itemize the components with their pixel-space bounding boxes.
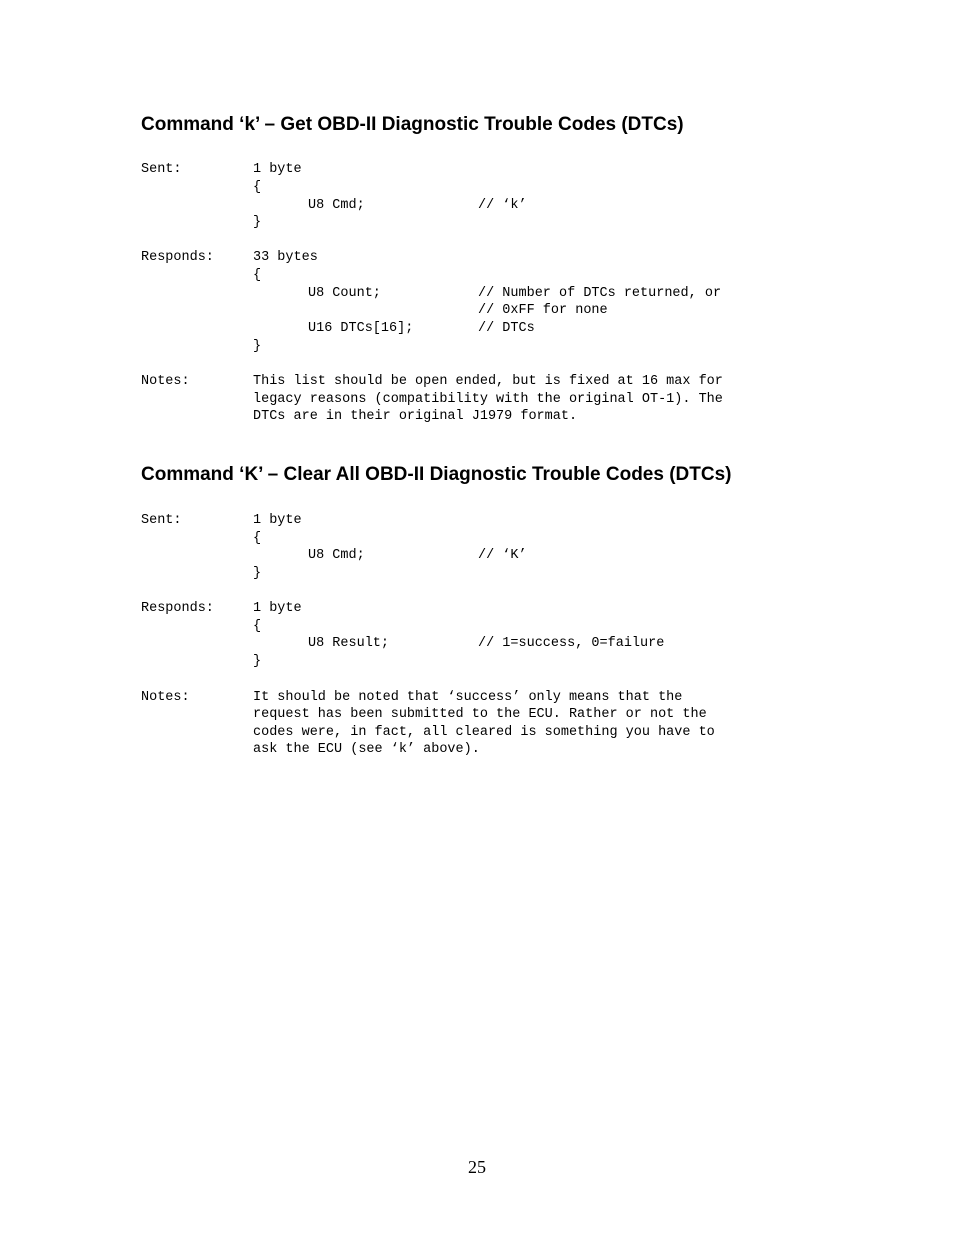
field-decl: U8 Cmd;	[308, 548, 365, 563]
notes-line: It should be noted that ‘success’ only means that the	[253, 690, 683, 705]
responds-close-brace: }	[253, 339, 262, 354]
sent-label: Sent:	[141, 513, 182, 528]
field-comment: // Number of DTCs returned, or	[478, 286, 722, 301]
section-heading-get-dtcs: Command ‘k’ – Get OBD-II Diagnostic Trouble Codes (DTCs)	[141, 114, 684, 135]
responds-close-brace: }	[253, 654, 262, 669]
notes-line: codes were, in fact, all cleared is something you have to	[253, 725, 715, 740]
sent-open-brace: {	[253, 531, 262, 546]
notes-label: Notes:	[141, 690, 190, 705]
field-comment: // ‘K’	[478, 548, 527, 563]
responds-size: 33 bytes	[253, 250, 318, 265]
section-heading-clear-dtcs: Command ‘K’ – Clear All OBD-II Diagnostic Trouble Codes (DTCs)	[141, 464, 732, 485]
responds-label: Responds:	[141, 250, 214, 265]
sent-close-brace: }	[253, 566, 262, 581]
notes-line: This list should be open ended, but is fixed at 16 max for	[253, 374, 723, 389]
notes-label: Notes:	[141, 374, 190, 389]
sent-close-brace: }	[253, 215, 262, 230]
sent-size: 1 byte	[253, 162, 302, 177]
responds-label: Responds:	[141, 601, 214, 616]
notes-line: legacy reasons (compatibility with the original OT-1). The	[253, 392, 723, 407]
responds-open-brace: {	[253, 619, 262, 634]
field-comment: // 1=success, 0=failure	[478, 636, 665, 651]
responds-open-brace: {	[253, 268, 262, 283]
sent-open-brace: {	[253, 180, 262, 195]
field-decl: U8 Count;	[308, 286, 381, 301]
notes-line: DTCs are in their original J1979 format.	[253, 409, 578, 424]
field-comment: // 0xFF for none	[478, 303, 608, 318]
field-comment: // ‘k’	[478, 198, 527, 213]
field-decl: U16 DTCs[16];	[308, 321, 414, 336]
sent-label: Sent:	[141, 162, 182, 177]
page-number: 25	[468, 1157, 486, 1177]
notes-line: ask the ECU (see ‘k’ above).	[253, 742, 480, 757]
field-comment: // DTCs	[478, 321, 535, 336]
notes-line: request has been submitted to the ECU. Rather or not the	[253, 707, 707, 722]
sent-size: 1 byte	[253, 513, 302, 528]
responds-size: 1 byte	[253, 601, 302, 616]
field-decl: U8 Cmd;	[308, 198, 365, 213]
field-decl: U8 Result;	[308, 636, 390, 651]
